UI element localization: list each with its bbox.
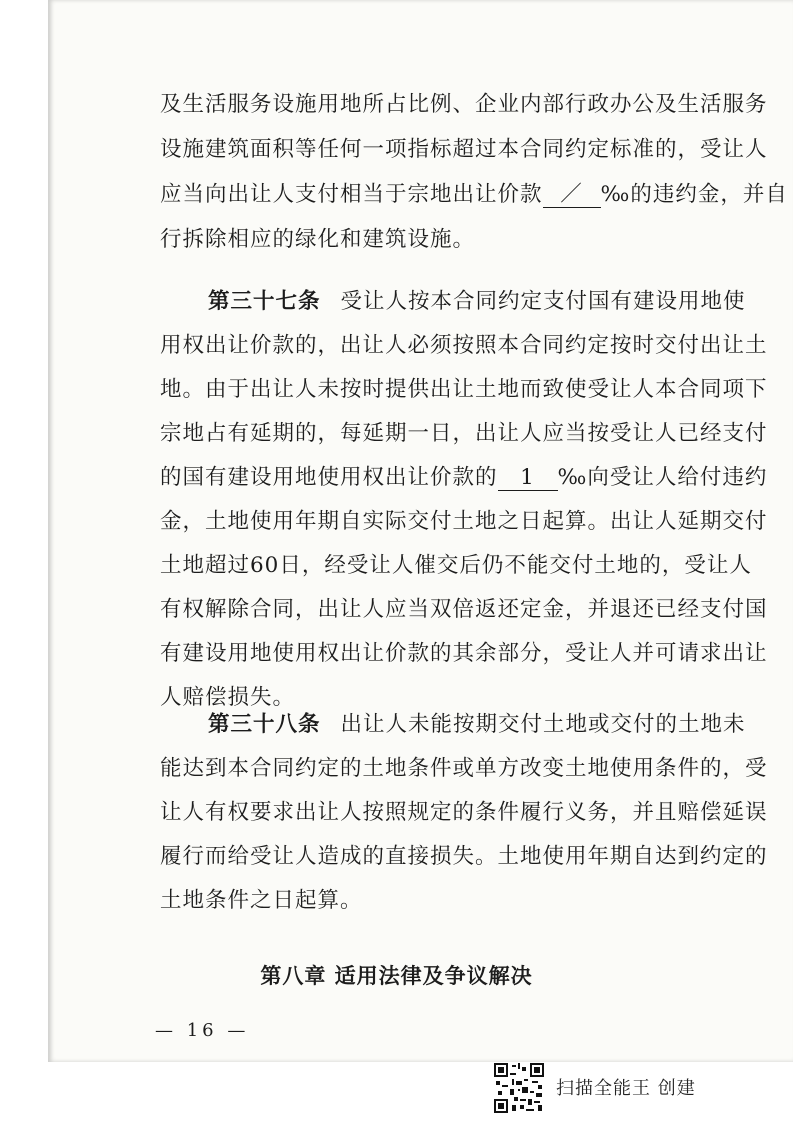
text-line: 有权解除合同，出让人应当双倍返还定金，并退还已经支付国 xyxy=(160,597,768,622)
scan-margin xyxy=(0,0,48,1062)
text-line: 行拆除相应的绿化和建筑设施。 xyxy=(160,227,476,252)
scanner-watermark: 扫描全能王 创建 xyxy=(556,1078,696,1099)
qr-code-icon xyxy=(494,1063,544,1113)
text-line: 有建设用地使用权出让价款的其余部分，受让人并可请求出让 xyxy=(160,641,768,666)
text-line xyxy=(160,463,768,493)
text-line: 地。由于出让人未按时提供出让土地而致使受让人本合同项下 xyxy=(160,377,768,402)
text-line: 土地条件之日起算。 xyxy=(160,888,363,913)
text-fragment: 的国有建设用地使用权出让价款的 xyxy=(160,465,498,490)
text-line xyxy=(160,180,788,210)
text-line: 用权出让价款的，出让人必须按照本合同约定按时交付出让土 xyxy=(160,333,768,358)
page-number: — 16 — xyxy=(155,1020,250,1041)
text-line: 及生活服务设施用地所占比例、企业内部行政办公及生活服务 xyxy=(160,92,768,117)
text-line: 让人有权要求出让人按照规定的条件履行义务，并且赔偿延误 xyxy=(160,800,768,825)
text-fragment: 应当向出让人支付相当于宗地出让价款 xyxy=(160,182,543,207)
text-line: 设施建筑面积等任何一项指标超过本合同约定标准的，受让人 xyxy=(160,137,768,162)
text-line: 金，土地使用年期自实际交付土地之日起算。出让人延期交付 xyxy=(160,509,768,534)
text-fragment: 出让人未能按期交付土地或交付的土地未 xyxy=(340,712,746,737)
article-heading: 第三十八条 xyxy=(208,712,321,737)
text-line: 人赔偿损失。 xyxy=(160,685,296,710)
fill-blank: 1 xyxy=(498,466,558,491)
article-37-first-line xyxy=(208,287,746,317)
text-fragment: 受让人按本合同约定支付国有建设用地使 xyxy=(340,289,746,314)
text-fragment: ‰向受让人给付违约 xyxy=(557,465,768,490)
chapter-title: 第八章 适用法律及争议解决 xyxy=(260,964,533,988)
text-line: 能达到本合同约定的土地条件或单方改变土地使用条件的，受 xyxy=(160,756,768,781)
fill-blank: ／ xyxy=(543,183,601,208)
article-38-first-line xyxy=(208,710,746,740)
article-heading: 第三十七条 xyxy=(208,289,321,314)
text-fragment: ‰的违约金，并自 xyxy=(600,182,788,207)
text-line: 土地超过60日，经受让人催交后仍不能交付土地的，受让人 xyxy=(160,553,752,578)
text-line: 宗地占有延期的，每延期一日，出让人应当按受让人已经支付 xyxy=(160,421,768,446)
text-line: 履行而给受让人造成的直接损失。土地使用年期自达到约定的 xyxy=(160,844,768,869)
